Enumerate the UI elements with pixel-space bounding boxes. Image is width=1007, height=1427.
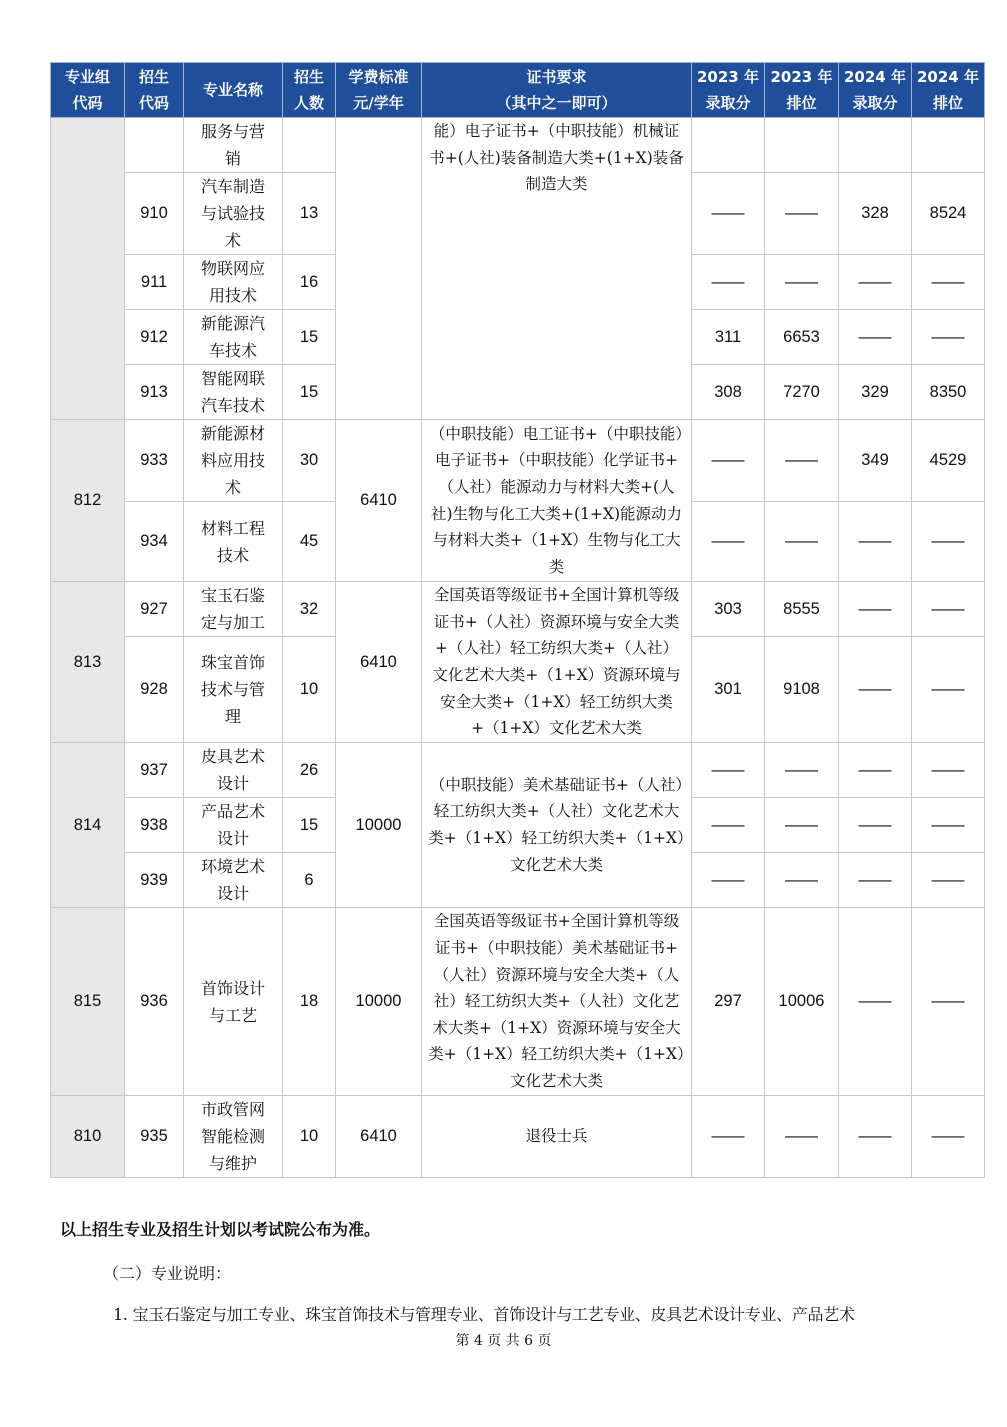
header-label: 元/学年	[353, 94, 404, 112]
score-2023-cell: ——	[692, 255, 765, 310]
enroll-count-cell: 10	[283, 1096, 336, 1178]
header-label: 招生	[138, 68, 169, 86]
enroll-code-cell: 910	[125, 173, 184, 255]
rank-2023-cell	[765, 118, 839, 173]
enroll-count-cell: 16	[283, 255, 336, 310]
header-enroll-code	[125, 63, 184, 118]
enroll-code-cell: 933	[125, 420, 184, 502]
table-header-row	[51, 63, 985, 118]
rank-2024-cell: ——	[912, 310, 985, 365]
rank-2023-cell: ——	[765, 502, 839, 582]
major-name-cell: 首饰设计与工艺	[184, 908, 283, 1096]
tuition-cell: 10000	[336, 908, 422, 1096]
table-row	[51, 1096, 985, 1178]
header-label: 录取分	[852, 94, 898, 112]
score-2024-cell: ——	[839, 798, 912, 853]
major-name-cell: 智能网联汽车技术	[184, 365, 283, 420]
rank-2024-cell: ——	[912, 743, 985, 798]
table-row	[51, 582, 985, 637]
rank-2023-cell: ——	[765, 798, 839, 853]
cert-requirements-cell: （中职技能）电工证书+（中职技能）电子证书+（中职技能）化学证书+（人社）能源动力与材料大类+(人社)生物与化工大类+(1+X)能源动力与材料大类+（1+X）生物与化工大类	[422, 420, 692, 582]
score-2024-cell: ——	[839, 310, 912, 365]
enroll-code-cell: 935	[125, 1096, 184, 1178]
rank-2024-cell: 8524	[912, 173, 985, 255]
score-2023-cell: ——	[692, 420, 765, 502]
header-label: 专业组	[64, 68, 110, 86]
header-label: 代码	[138, 94, 169, 112]
score-2023-cell: ——	[692, 173, 765, 255]
header-label: 2023 年	[770, 68, 833, 86]
enroll-code-cell: 938	[125, 798, 184, 853]
header-score-2024	[839, 63, 912, 118]
group-code-cell: 810	[51, 1096, 125, 1178]
score-2024-cell: ——	[839, 743, 912, 798]
enroll-count-cell: 13	[283, 173, 336, 255]
header-label: 专业名称	[202, 81, 263, 99]
tuition-cell: 6410	[336, 1096, 422, 1178]
score-2024-cell: ——	[839, 908, 912, 1096]
rank-2024-cell: 8350	[912, 365, 985, 420]
major-name-cell: 皮具艺术设计	[184, 743, 283, 798]
major-name-cell: 汽车制造与试验技术	[184, 173, 283, 255]
group-code-cell: 814	[51, 743, 125, 908]
rank-2023-cell: 10006	[765, 908, 839, 1096]
header-label: 排位	[786, 94, 817, 112]
enroll-count-cell: 26	[283, 743, 336, 798]
score-2024-cell: ——	[839, 582, 912, 637]
admission-table	[50, 62, 985, 1178]
section-heading: （二）专业说明：	[103, 1264, 232, 1283]
major-name-cell: 市政管网智能检测与维护	[184, 1096, 283, 1178]
rank-2023-cell: 8555	[765, 582, 839, 637]
plan-note: 以上招生专业及招生计划以考试院公布为准。	[60, 1220, 381, 1239]
score-2024-cell: ——	[839, 502, 912, 582]
enroll-count-cell: 10	[283, 637, 336, 743]
score-2023-cell: ——	[692, 743, 765, 798]
major-name-cell: 新能源材料应用技术	[184, 420, 283, 502]
header-tuition	[336, 63, 422, 118]
rank-2024-cell	[912, 118, 985, 173]
header-major-name	[184, 63, 283, 118]
major-name-cell: 产品艺术设计	[184, 798, 283, 853]
enroll-code-cell: 928	[125, 637, 184, 743]
tuition-cell: 6410	[336, 582, 422, 743]
enroll-code-cell	[125, 118, 184, 173]
score-2023-cell: 311	[692, 310, 765, 365]
enroll-code-cell: 937	[125, 743, 184, 798]
enroll-code-cell: 927	[125, 582, 184, 637]
enroll-count-cell: 15	[283, 310, 336, 365]
group-code-cell: 815	[51, 908, 125, 1096]
score-2024-cell: 328	[839, 173, 912, 255]
rank-2024-cell: ——	[912, 853, 985, 908]
header-label: 2024 年	[844, 68, 906, 86]
tuition-cell	[336, 118, 422, 420]
score-2023-cell	[692, 118, 765, 173]
header-label: 证书要求	[526, 68, 587, 86]
header-label: 排位	[932, 94, 963, 112]
enroll-count-cell: 15	[283, 798, 336, 853]
major-description-item: 1. 宝玉石鉴定与加工专业、珠宝首饰技术与管理专业、首饰设计与工艺专业、皮具艺术设计专业、产品艺术	[113, 1305, 855, 1324]
header-group-code	[51, 63, 125, 118]
major-name-cell: 新能源汽车技术	[184, 310, 283, 365]
cert-requirements-cell: 退役士兵	[422, 1096, 692, 1178]
score-2023-cell: 297	[692, 908, 765, 1096]
score-2023-cell: 303	[692, 582, 765, 637]
cert-requirements-cell: （中职技能）美术基础证书+（人社）轻工纺织大类+（人社）文化艺术大类+（1+X）轻工纺织大类+（1+X）文化艺术大类	[422, 743, 692, 908]
enroll-count-cell: 6	[283, 853, 336, 908]
header-label: 人数	[293, 94, 324, 112]
score-2024-cell: ——	[839, 255, 912, 310]
table-row	[51, 908, 985, 1096]
score-2024-cell: ——	[839, 853, 912, 908]
header-label: 代码	[72, 94, 103, 112]
group-code-cell: 812	[51, 420, 125, 582]
score-2023-cell: ——	[692, 853, 765, 908]
score-2023-cell: ——	[692, 1096, 765, 1178]
header-label: 学费标准	[348, 68, 409, 86]
enroll-code-cell: 939	[125, 853, 184, 908]
rank-2023-cell: ——	[765, 173, 839, 255]
header-label: 2023 年	[697, 68, 759, 86]
enroll-count-cell: 30	[283, 420, 336, 502]
header-enroll-count	[283, 63, 336, 118]
rank-2024-cell: ——	[912, 502, 985, 582]
rank-2023-cell: ——	[765, 420, 839, 502]
enroll-code-cell: 912	[125, 310, 184, 365]
enroll-code-cell: 934	[125, 502, 184, 582]
rank-2024-cell: 4529	[912, 420, 985, 502]
header-label: （其中之一即可）	[496, 94, 617, 112]
header-label: 录取分	[705, 94, 751, 112]
table-row	[51, 743, 985, 798]
rank-2023-cell: ——	[765, 743, 839, 798]
cert-requirements-cell: 全国英语等级证书+全国计算机等级证书+（中职技能）美术基础证书+（人社）资源环境与安全大类+（人社）轻工纺织大类+（人社）文化艺术大类+（1+X）资源环境与安全大类+（1+X）轻工纺织大类+（1+X）文化艺术大类	[422, 908, 692, 1096]
rank-2023-cell: ——	[765, 1096, 839, 1178]
enroll-code-cell: 936	[125, 908, 184, 1096]
table-row	[51, 118, 985, 173]
score-2024-cell: 329	[839, 365, 912, 420]
score-2023-cell: ——	[692, 502, 765, 582]
enroll-count-cell: 45	[283, 502, 336, 582]
page-footer: 第 4 页 共 6 页	[455, 1333, 552, 1349]
major-name-cell: 服务与营销	[184, 118, 283, 173]
score-2024-cell: ——	[839, 637, 912, 743]
score-2023-cell: ——	[692, 798, 765, 853]
score-2024-cell: 349	[839, 420, 912, 502]
major-name-cell: 宝玉石鉴定与加工	[184, 582, 283, 637]
major-name-cell: 材料工程技术	[184, 502, 283, 582]
group-code-cell: 813	[51, 582, 125, 743]
cert-requirements-cell: 能）电子证书+（中职技能）机械证书+(人社)装备制造大类+(1+X)装备制造大类	[422, 118, 692, 420]
rank-2023-cell: ——	[765, 255, 839, 310]
header-score-2023	[692, 63, 765, 118]
rank-2023-cell: 7270	[765, 365, 839, 420]
enroll-code-cell: 911	[125, 255, 184, 310]
header-cert-requirements	[422, 63, 692, 118]
group-code-cell	[51, 118, 125, 420]
major-name-cell: 珠宝首饰技术与管理	[184, 637, 283, 743]
rank-2024-cell: ——	[912, 255, 985, 310]
score-2023-cell: 301	[692, 637, 765, 743]
cert-requirements-cell: 全国英语等级证书+全国计算机等级证书+（人社）资源环境与安全大类+（人社）轻工纺织大类+（人社）文化艺术大类+（1+X）资源环境与安全大类+（1+X）轻工纺织大类+（1+X）文化艺术大类	[422, 582, 692, 743]
tuition-cell: 6410	[336, 420, 422, 582]
enroll-count-cell: 18	[283, 908, 336, 1096]
header-rank-2024	[912, 63, 985, 118]
score-2024-cell: ——	[839, 1096, 912, 1178]
tuition-cell: 10000	[336, 743, 422, 908]
rank-2024-cell: ——	[912, 908, 985, 1096]
major-name-cell: 环境艺术设计	[184, 853, 283, 908]
major-name-cell: 物联网应用技术	[184, 255, 283, 310]
enroll-count-cell	[283, 118, 336, 173]
header-rank-2023	[765, 63, 839, 118]
header-label: 招生	[293, 68, 324, 86]
rank-2024-cell: ——	[912, 798, 985, 853]
score-2024-cell	[839, 118, 912, 173]
rank-2024-cell: ——	[912, 582, 985, 637]
rank-2023-cell: ——	[765, 853, 839, 908]
table-row	[51, 420, 985, 502]
rank-2024-cell: ——	[912, 1096, 985, 1178]
enroll-count-cell: 32	[283, 582, 336, 637]
rank-2023-cell: 9108	[765, 637, 839, 743]
enroll-code-cell: 913	[125, 365, 184, 420]
rank-2023-cell: 6653	[765, 310, 839, 365]
rank-2024-cell: ——	[912, 637, 985, 743]
score-2023-cell: 308	[692, 365, 765, 420]
enroll-count-cell: 15	[283, 365, 336, 420]
header-label: 2024 年	[917, 68, 979, 86]
